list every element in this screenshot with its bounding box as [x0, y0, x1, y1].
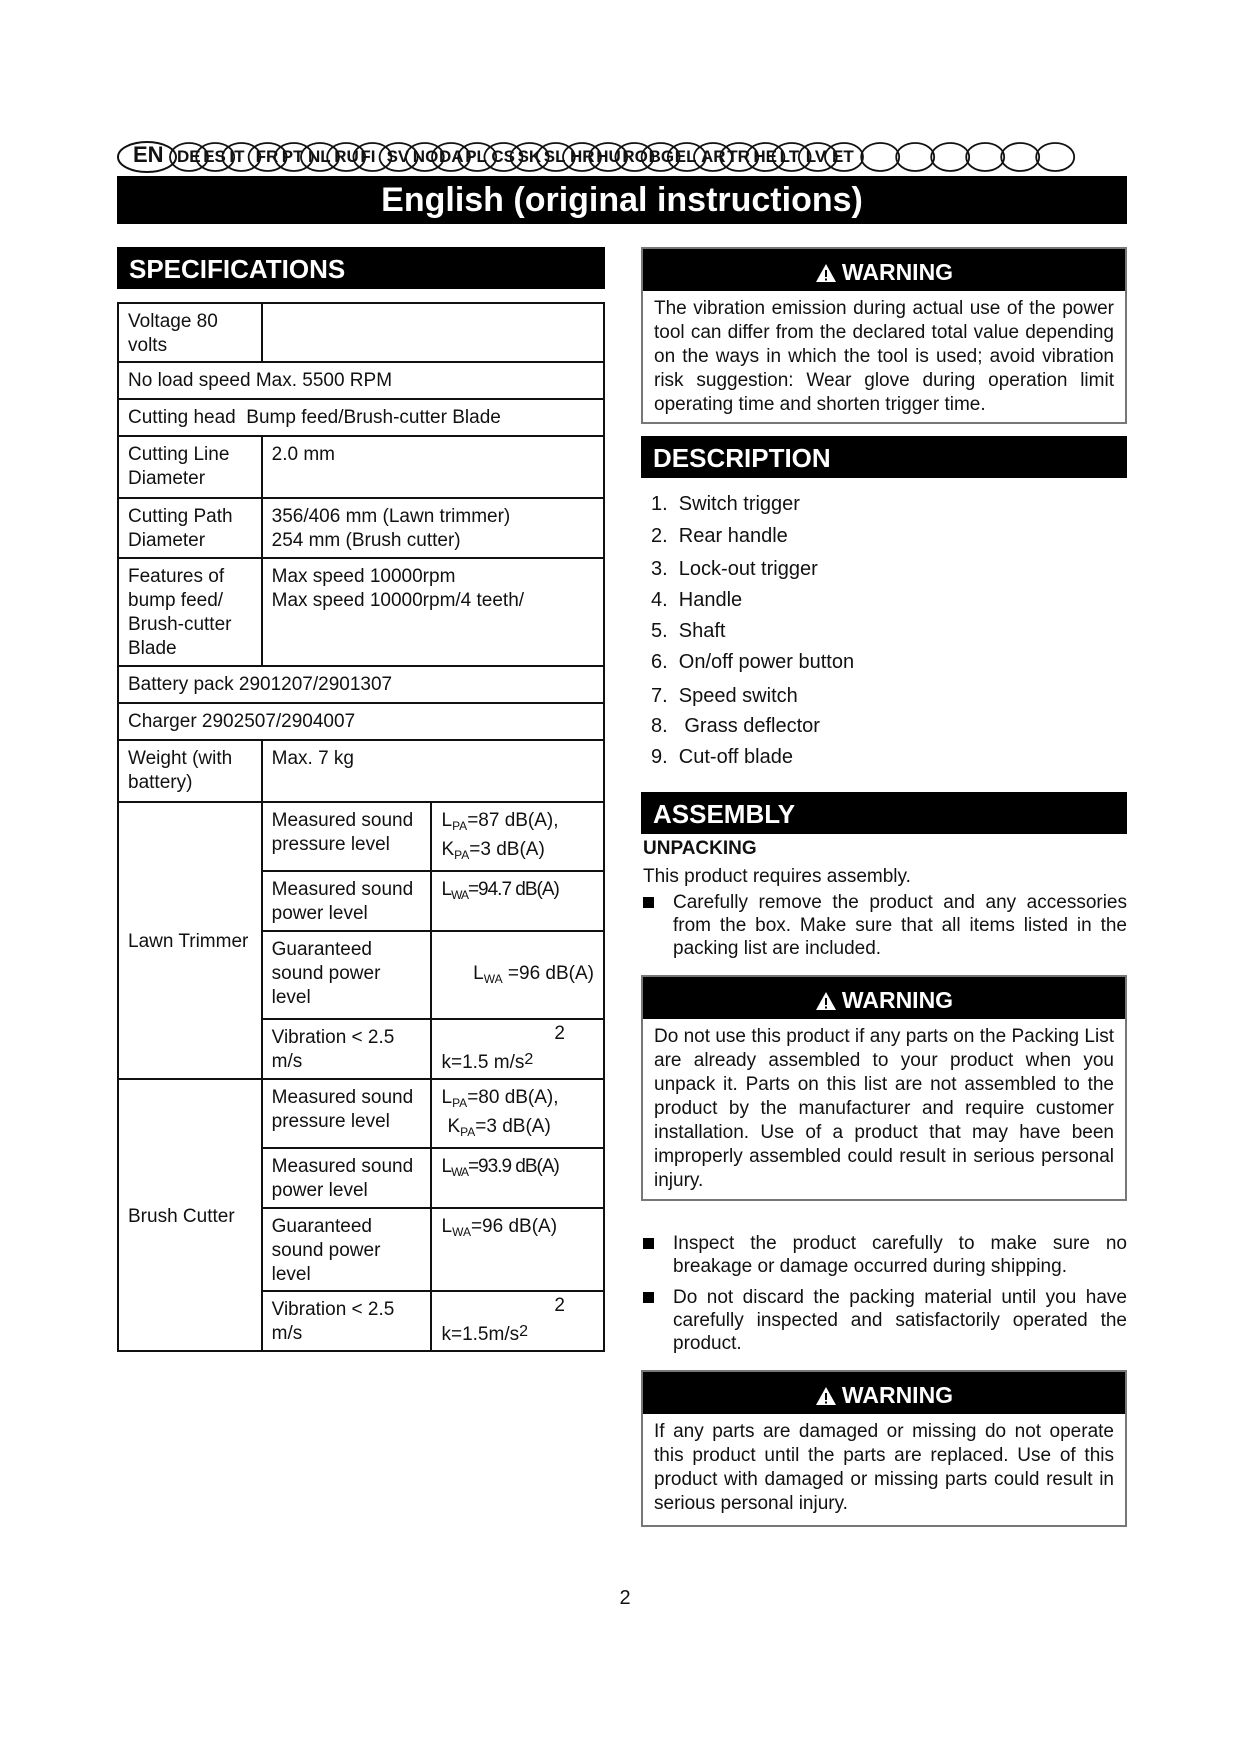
language-tab-hu[interactable]: HU	[596, 147, 621, 166]
warning-box-vibration	[641, 247, 1127, 424]
vibration-superscript: 2	[554, 1295, 565, 1316]
value: =3 dB(A)	[475, 1116, 551, 1137]
warning-box-damaged	[641, 1370, 1127, 1527]
lt-guaranteed-name: Guaranteed sound power level	[262, 931, 432, 1019]
spec-row-line-diameter	[118, 436, 604, 498]
spec-row-features	[118, 558, 604, 666]
k-superscript: 2	[519, 1323, 529, 1340]
bullet-text: Inspect the product carefully to make sure no breakage or damage occurred during shipping.	[673, 1233, 1127, 1277]
bc-guaranteed-name: Guaranteed sound power level	[262, 1208, 432, 1291]
language-tab-tr[interactable]: TR	[727, 147, 750, 166]
bc-power-value	[431, 1148, 604, 1208]
spec-row-charger	[118, 703, 604, 740]
bc-guaranteed-value	[431, 1208, 604, 1291]
specifications-heading: SPECIFICATIONS	[117, 247, 605, 289]
k-superscript: 2	[524, 1051, 534, 1068]
lt-vibration-value	[431, 1019, 604, 1079]
language-tab-da[interactable]: DA	[439, 147, 464, 166]
bc-power-name: Measured sound power level	[262, 1148, 432, 1208]
description-item: 2. Rear handle	[651, 525, 788, 547]
value: =3 dB(A)	[469, 839, 545, 860]
language-tab-empty-oval	[931, 143, 969, 171]
symbol: L	[441, 810, 453, 831]
bc-vibration-name: Vibration < 2.5 m/s	[262, 1291, 432, 1351]
subscript: WA	[451, 888, 468, 902]
lt-guaranteed-value	[431, 931, 604, 1019]
language-tab-cs[interactable]: CS	[491, 147, 516, 166]
warning-label: WARNING	[841, 259, 954, 285]
language-tab-ro[interactable]: RO	[622, 147, 648, 166]
value: =87 dB(A),	[467, 810, 559, 831]
bullet-item	[643, 1232, 1127, 1278]
warning-triangle-icon	[815, 1386, 837, 1406]
page-title: English (original instructions)	[117, 176, 1127, 224]
page-number: 2	[619, 1587, 631, 1609]
bullet-item	[643, 891, 1127, 960]
spec-battery-pack: Battery pack 2901207/2901307	[118, 666, 604, 703]
language-tab-et[interactable]: ET	[832, 147, 854, 166]
language-tab-en[interactable]: EN	[133, 142, 164, 167]
spec-path-diameter-label: Cutting Path Diameter	[118, 498, 262, 558]
description-heading: DESCRIPTION	[641, 436, 1127, 478]
language-tab-es[interactable]: ES	[203, 147, 226, 166]
subscript: PA	[454, 848, 470, 862]
description-item: 6. On/off power button	[651, 651, 855, 673]
symbol: L	[441, 879, 452, 900]
language-tab-empty-oval	[966, 143, 1004, 171]
lt-vibration-name: Vibration < 2.5 m/s	[262, 1019, 432, 1079]
spec-line-diameter-label: Cutting Line Diameter	[118, 436, 262, 498]
language-tab-empty-oval	[896, 143, 934, 171]
assembly-intro: This product requires assembly.	[643, 866, 911, 887]
symbol: L	[473, 963, 484, 984]
specifications-table	[117, 302, 605, 1352]
language-tab-no[interactable]: NO	[412, 147, 439, 166]
value: =96 dB(A)	[502, 963, 594, 984]
symbol: L	[441, 1087, 453, 1108]
warning-text: The vibration emission during actual use of the power tool can differ from the declared total value depending on the ways in which the tool is used; avoid vibration risk suggestion: Wear glove during operation limit operating time and shorten trigger time.	[654, 298, 1114, 415]
language-tab-sk[interactable]: SK	[517, 147, 542, 166]
description-item: 3. Lock-out trigger	[651, 558, 818, 580]
brush-cutter-row	[118, 1079, 604, 1148]
spec-weight-value: Max. 7 kg	[262, 740, 604, 802]
language-tab-hr[interactable]: HR	[570, 147, 595, 166]
value: =96 dB(A)	[470, 1216, 558, 1237]
language-tab-nl[interactable]: NL	[308, 147, 331, 166]
language-tab-it[interactable]: IT	[229, 147, 245, 166]
value: =80 dB(A),	[467, 1087, 559, 1108]
value: =93.9 dB(A)	[467, 1156, 559, 1177]
language-tab-empty-oval	[861, 143, 899, 171]
language-tab-pt[interactable]: PT	[281, 147, 304, 166]
warning-label: WARNING	[841, 1382, 954, 1408]
description-item: 4. Handle	[651, 589, 743, 611]
language-tab-fi[interactable]: FI	[360, 147, 376, 166]
spec-charger: Charger 2902507/2904007	[118, 703, 604, 740]
lt-pressure-value	[431, 802, 604, 871]
bullet-square-icon	[643, 1238, 654, 1249]
bullet-square-icon	[643, 897, 654, 908]
lawn-trimmer-label: Lawn Trimmer	[118, 802, 262, 1079]
language-tab-fr[interactable]: FR	[255, 147, 279, 166]
warning-text: If any parts are damaged or missing do not operate this product until the parts are replaced. Use of this product with damaged or missing parts could result in serious personal injury.	[654, 1421, 1114, 1514]
symbol: K	[447, 1116, 461, 1137]
warning-header	[643, 1372, 1125, 1414]
warning-triangle-icon	[815, 263, 837, 283]
warning-header	[643, 977, 1125, 1019]
language-tab-sl[interactable]: SL	[543, 147, 566, 166]
description-item: 1. Switch trigger	[651, 493, 800, 515]
symbol: L	[441, 1156, 452, 1177]
lt-pressure-name: Measured sound pressure level	[262, 802, 432, 871]
language-tab-sv[interactable]: SV	[386, 147, 410, 166]
description-item: 9. Cut-off blade	[651, 746, 793, 768]
spec-cutting-head: Cutting head Bump feed/Brush-cutter Blade	[118, 399, 604, 436]
symbol: L	[441, 1216, 453, 1237]
lt-power-name: Measured sound power level	[262, 871, 432, 931]
spec-path-diameter-value: 356/406 mm (Lawn trimmer) 254 mm (Brush cutter)	[262, 498, 604, 558]
subscript: WA	[483, 972, 503, 986]
language-tab-de[interactable]: DE	[177, 147, 201, 166]
language-tab-empty-oval	[1001, 143, 1039, 171]
spec-row-path-diameter	[118, 498, 604, 558]
language-tab-he[interactable]: HE	[753, 147, 778, 166]
bullet-text: Carefully remove the product and any accessories from the box. Make sure that all items listed in the packing list are included.	[673, 892, 1127, 959]
language-tab-empty-oval	[1036, 143, 1074, 171]
assembly-heading: ASSEMBLY	[641, 792, 1127, 834]
language-tab-ru[interactable]: RU	[334, 147, 359, 166]
subscript: PA	[452, 819, 468, 833]
warning-header	[643, 249, 1125, 291]
lt-power-value	[431, 871, 604, 931]
language-tab-el[interactable]: EL	[674, 147, 697, 166]
spec-row-voltage	[118, 303, 604, 362]
spec-weight-label: Weight (with battery)	[118, 740, 262, 802]
subscript: PA	[452, 1096, 468, 1110]
vibration-superscript: 2	[554, 1023, 565, 1044]
warning-text: Do not use this product if any parts on the Packing List are already assembled to your product when you unpack it. Parts on this list are not assembled to the product by the manufacturer and require customer installation. Use of a product that may have been improperly assembled could result in serious personal injury.	[654, 1026, 1114, 1191]
brush-cutter-label: Brush Cutter	[118, 1079, 262, 1351]
spec-features-value: Max speed 10000rpm Max speed 10000rpm/4 teeth/	[262, 558, 604, 666]
language-tab-lt[interactable]: LT	[779, 147, 800, 166]
language-tab-bg[interactable]: BG	[648, 147, 675, 166]
bullet-square-icon	[643, 1292, 654, 1303]
subscript: PA	[460, 1125, 476, 1139]
warning-triangle-icon	[815, 991, 837, 1011]
description-item: 7. Speed switch	[651, 685, 798, 707]
warning-label: WARNING	[841, 987, 954, 1013]
spec-row-noload	[118, 362, 604, 399]
description-item: 8. Grass deflector	[651, 715, 820, 737]
symbol: K	[441, 839, 455, 860]
spec-row-cutting-head	[118, 399, 604, 436]
spec-line-diameter-value: 2.0 mm	[262, 436, 604, 498]
bc-pressure-name: Measured sound pressure level	[262, 1079, 432, 1148]
bullet-text: Do not discard the packing material until you have carefully inspected and satisfactorily operated the product.	[673, 1287, 1127, 1354]
bc-vibration-value	[431, 1291, 604, 1351]
warning-box-packing	[641, 975, 1127, 1201]
unpacking-subheading: UNPACKING	[643, 838, 757, 859]
bullet-item	[643, 1286, 1127, 1355]
spec-row-weight	[118, 740, 604, 802]
spec-voltage-cell	[118, 303, 262, 362]
spec-voltage: Voltage 80 volts	[128, 311, 218, 356]
bc-pressure-value	[431, 1079, 604, 1148]
k-value: k=1.5 m/s	[441, 1052, 525, 1073]
k-value: k=1.5m/s	[441, 1324, 520, 1345]
spec-noload-speed: No load speed Max. 5500 RPM	[118, 362, 604, 399]
language-tab-lv[interactable]: LV	[805, 147, 827, 166]
description-item: 5. Shaft	[651, 620, 726, 642]
language-tab-ar[interactable]: AR	[701, 147, 726, 166]
value: =94.7 dB(A)	[467, 879, 559, 900]
subscript: WA	[452, 1225, 471, 1239]
language-tabs	[117, 140, 1127, 174]
language-tab-pl[interactable]: PL	[465, 147, 487, 166]
lawn-trimmer-row	[118, 802, 604, 871]
spec-empty-cell	[262, 303, 604, 362]
spec-features-label: Features of bump feed/ Brush-cutter Blade	[118, 558, 262, 666]
subscript: WA	[451, 1165, 468, 1179]
spec-row-battery	[118, 666, 604, 703]
